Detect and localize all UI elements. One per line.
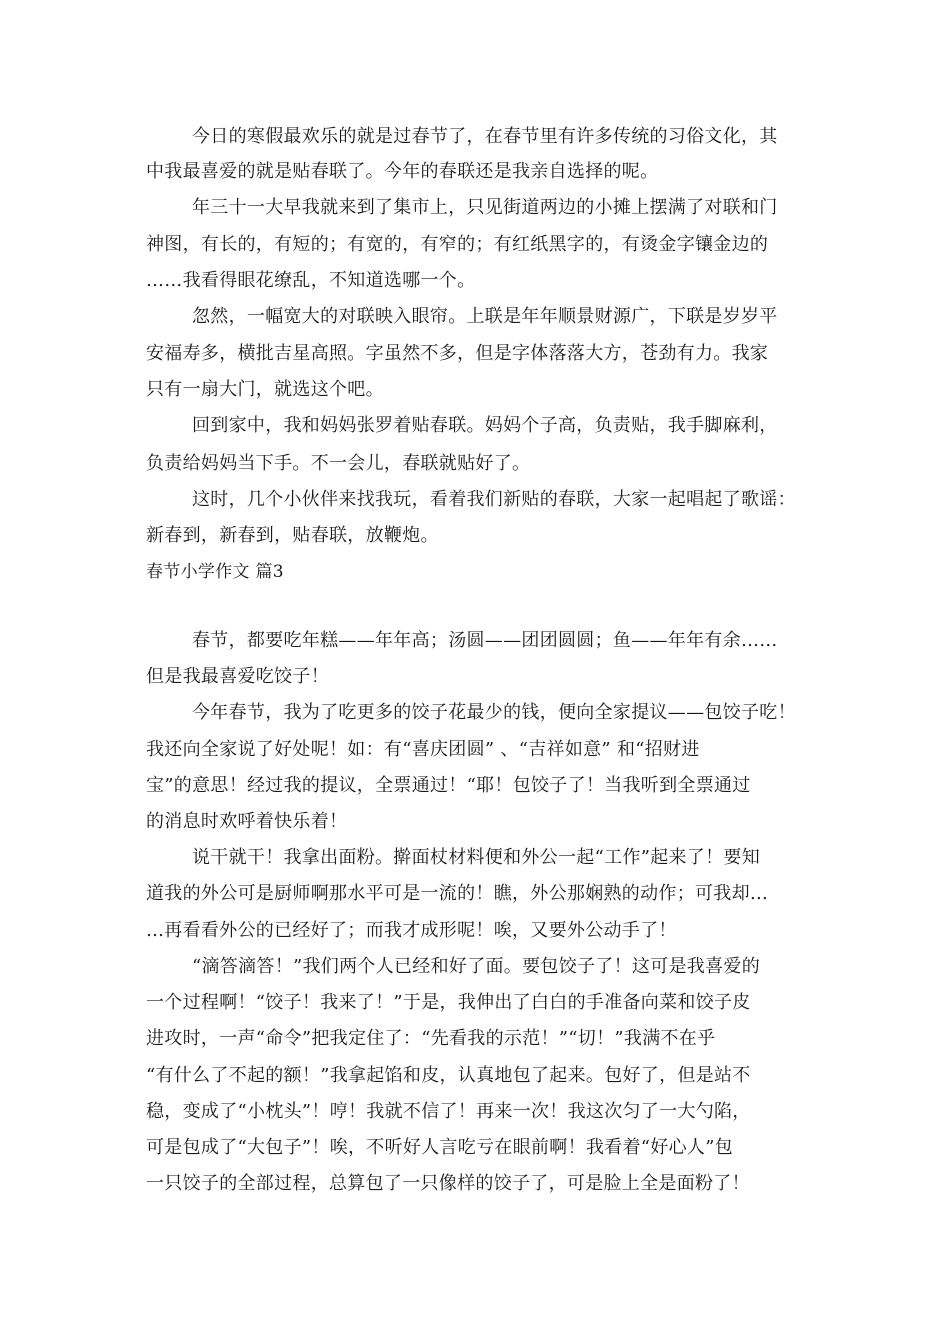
paragraph-line: 忽然，一幅宽大的对联映入眼帘。上联是年年顺景财源广，下联是岁岁平 xyxy=(192,306,778,327)
paragraph-line: 只有一扇大门，就选这个吧。 xyxy=(146,379,384,400)
paragraph-line: 的消息时欢呼着快乐着！ xyxy=(146,811,348,832)
paragraph-line: 一只饺子的全部过程，总算包了一只像样的饺子了，可是脸上全是面粉了！ xyxy=(146,1173,750,1194)
paragraph-line: 说干就干！我拿出面粉。擀面杖材料便和外公一起“工作”起来了！要知 xyxy=(192,847,761,868)
paragraph-line: 回到家中，我和妈妈张罗着贴春联。妈妈个子高，负责贴，我手脚麻利， xyxy=(192,415,778,436)
paragraph-line: 宝”的意思！经过我的提议，全票通过！“耶！包饺子了！当我听到全票通过 xyxy=(146,775,751,796)
paragraph-line: 负责给妈妈当下手。不一会儿，春联就贴好了。 xyxy=(146,453,531,474)
paragraph-line: 进攻时，一声“命令”把我定住了：“先看我的示范！”“切！”我满不在乎 xyxy=(146,1028,716,1049)
paragraph-line: 这时，几个小伙伴来找我玩，看着我们新贴的春联，大家一起唱起了歌谣： xyxy=(192,489,796,510)
paragraph-line: 新春到，新春到，贴春联，放鞭炮。 xyxy=(146,525,439,546)
paragraph-line: 中我最喜爱的就是贴春联了。今年的春联还是我亲自选择的呢。 xyxy=(146,161,659,182)
paragraph-line: …再看看外公的已经好了；而我才成形呢！唉，又要外公动手了！ xyxy=(146,920,677,941)
paragraph-line: 今年春节，我为了吃更多的饺子花最少的钱，便向全家提议——包饺子吃！ xyxy=(192,702,796,723)
paragraph-line: 安福寿多，横批吉星高照。字虽然不多，但是字体落落大方，苍劲有力。我家 xyxy=(146,343,769,364)
section-heading: 春节小学作文 篇3 xyxy=(146,562,284,582)
paragraph-line: 但是我最喜爱吃饺子！ xyxy=(146,666,329,687)
paragraph-line: 一个过程啊！“饺子！我来了！”于是，我伸出了白白的手准备向菜和饺子皮 xyxy=(146,992,751,1013)
paragraph-line: ……我看得眼花缭乱，不知道选哪一个。 xyxy=(146,270,476,291)
paragraph-line: 稳，变成了“小枕头”！哼！我就不信了！再来一次！我这次匀了一大勺陷， xyxy=(146,1101,751,1122)
paragraph-line: 年三十一大早我就来到了集市上，只见街道两边的小摊上摆满了对联和门 xyxy=(192,197,778,218)
paragraph-line: “滴答滴答！”我们两个人已经和好了面。要包饺子了！这可是我喜爱的 xyxy=(192,956,761,977)
paragraph-line: 神图，有长的，有短的；有宽的，有窄的；有红纸黑字的，有烫金字镶金边的 xyxy=(146,234,769,255)
paragraph-line: 今日的寒假最欢乐的就是过春节了，在春节里有许多传统的习俗文化，其 xyxy=(192,126,778,147)
paragraph-line: 道我的外公可是厨师啊那水平可是一流的！瞧，外公那娴熟的动作；可我却… xyxy=(146,883,769,904)
paragraph-line: 春节，都要吃年糕——年年高；汤圆——团团圆圆；鱼——年年有余…… xyxy=(192,630,778,651)
paragraph-line: “有什么了不起的额！”我拿起馅和皮，认真地包了起来。包好了，但是站不 xyxy=(146,1065,751,1086)
paragraph-line: 我还向全家说了好处呢！如：有“喜庆团圆” 、“吉祥如意” 和“招财进 xyxy=(146,739,700,760)
paragraph-line: 可是包成了“大包子”！唉，不听好人言吃亏在眼前啊！我看着“好心人”包 xyxy=(146,1137,734,1158)
